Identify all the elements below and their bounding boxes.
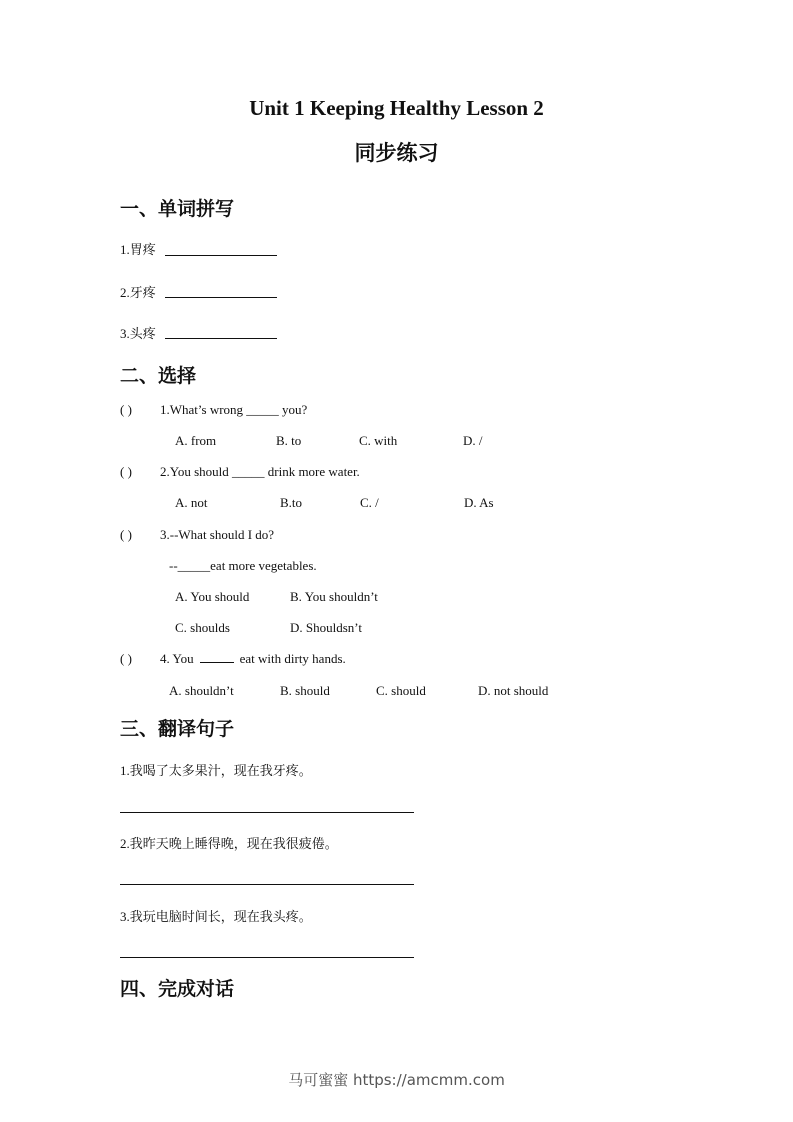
q1-option-d: D. / bbox=[463, 433, 483, 448]
translate-answer-line-1[interactable] bbox=[120, 812, 414, 813]
section-3-heading: 三、翻译句子 bbox=[120, 718, 235, 740]
translate-item-2: 2.我昨天晚上睡得晚，现在我很疲倦。 bbox=[120, 836, 338, 851]
translate-item-1: 1.我喝了太多果汁，现在我牙疼。 bbox=[120, 763, 312, 778]
q4-option-c: C. should bbox=[376, 683, 426, 698]
q2-option-b: B.to bbox=[280, 495, 303, 510]
q4-option-d: D. not should bbox=[478, 683, 549, 698]
question-4-end: eat with dirty hands. bbox=[239, 651, 346, 666]
translate-answer-line-2[interactable] bbox=[120, 884, 414, 885]
question-1: 1.What’s wrong _____ you? bbox=[160, 402, 308, 417]
question-3-reply: --_____eat more vegetables. bbox=[169, 558, 317, 573]
spelling-blank-1[interactable] bbox=[165, 255, 277, 256]
question-2: 2.You should _____ drink more water. bbox=[160, 464, 360, 479]
spelling-item-2: 2.牙疼 bbox=[120, 285, 156, 300]
spelling-blank-3[interactable] bbox=[165, 338, 277, 339]
q4-option-b: B. should bbox=[280, 683, 330, 698]
answer-paren-3[interactable]: ( ) bbox=[120, 527, 132, 542]
question-4-blank[interactable] bbox=[200, 661, 234, 663]
spelling-item-3: 3.头疼 bbox=[120, 326, 156, 341]
q2-option-c: C. / bbox=[360, 495, 379, 510]
q3-option-a: A. You should bbox=[175, 589, 250, 604]
q1-option-b: B. to bbox=[276, 433, 302, 448]
translate-item-3: 3.我玩电脑时间长，现在我头疼。 bbox=[120, 909, 312, 924]
page-subtitle: 同步练习 bbox=[354, 141, 439, 165]
section-4-heading: 四、完成对话 bbox=[120, 978, 235, 1000]
q3-option-b: B. You shouldn’t bbox=[290, 589, 378, 604]
section-1-heading: 一、单词拼写 bbox=[120, 198, 235, 220]
section-2-heading: 二、选择 bbox=[120, 365, 197, 387]
spelling-item-1: 1.胃疼 bbox=[120, 242, 156, 257]
footer-watermark: 马可蜜蜜 https://amcmm.com bbox=[288, 1071, 505, 1089]
question-4-start: 4. You bbox=[160, 651, 194, 666]
spelling-blank-2[interactable] bbox=[165, 297, 277, 298]
answer-paren-1[interactable]: ( ) bbox=[120, 402, 132, 417]
question-3: 3.--What should I do? bbox=[160, 527, 275, 542]
question-4 bbox=[160, 651, 346, 667]
q1-option-c: C. with bbox=[359, 433, 398, 448]
q3-option-d: D. Shouldsn’t bbox=[290, 620, 362, 635]
page-title: Unit 1 Keeping Healthy Lesson 2 bbox=[249, 96, 544, 120]
q2-option-a: A. not bbox=[175, 495, 208, 510]
answer-paren-4[interactable]: ( ) bbox=[120, 651, 132, 666]
q4-option-a: A. shouldn’t bbox=[169, 683, 234, 698]
q2-option-d: D. As bbox=[464, 495, 494, 510]
q1-option-a: A. from bbox=[175, 433, 217, 448]
answer-paren-2[interactable]: ( ) bbox=[120, 464, 132, 479]
q3-option-c: C. shoulds bbox=[175, 620, 230, 635]
translate-answer-line-3[interactable] bbox=[120, 957, 414, 958]
